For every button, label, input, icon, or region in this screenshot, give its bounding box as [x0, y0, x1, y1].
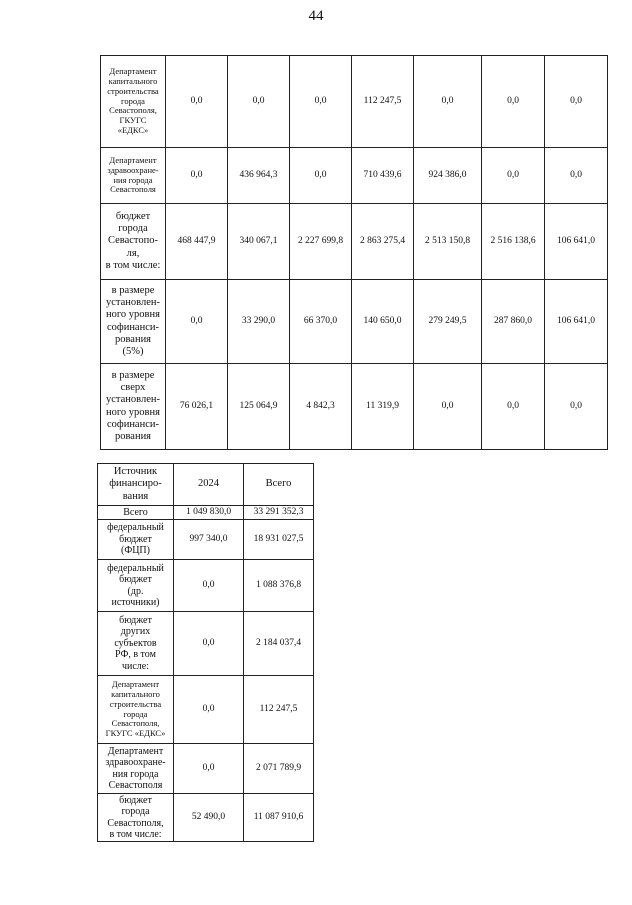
funding-table-bottom: [97, 463, 314, 842]
row-label: Департамент здравоохране- ния города Севастополя: [98, 744, 174, 794]
table-cell: 1 049 830,0: [174, 506, 244, 520]
table-cell: 11 319,9: [352, 364, 414, 450]
table-cell: 340 067,1: [228, 204, 290, 280]
table-row: [101, 204, 608, 280]
table-row: [98, 520, 314, 560]
row-label: федеральный бюджет (ФЦП): [98, 520, 174, 560]
table-cell: 0,0: [228, 56, 290, 148]
table-cell: 436 964,3: [228, 148, 290, 204]
table-cell: 468 447,9: [166, 204, 228, 280]
table-row: [101, 364, 608, 450]
table-cell: 2 516 138,6: [482, 204, 545, 280]
column-header: Всего: [244, 464, 314, 506]
table-cell: 11 087 910,6: [244, 794, 314, 842]
table-row: [98, 744, 314, 794]
table-cell: 0,0: [166, 56, 228, 148]
table-cell: 0,0: [290, 56, 352, 148]
table-cell: 0,0: [482, 364, 545, 450]
table-cell: 0,0: [290, 148, 352, 204]
table-cell: 710 439,6: [352, 148, 414, 204]
table-cell: 0,0: [166, 148, 228, 204]
table-cell: 125 064,9: [228, 364, 290, 450]
table-cell: 18 931 027,5: [244, 520, 314, 560]
table-cell: 924 386,0: [414, 148, 482, 204]
table-cell: 4 842,3: [290, 364, 352, 450]
table-row: [98, 506, 314, 520]
table-cell: 0,0: [545, 364, 608, 450]
table-cell: 0,0: [174, 744, 244, 794]
table-cell: 0,0: [174, 560, 244, 612]
table-cell: 140 650,0: [352, 280, 414, 364]
row-label: бюджет города Севастополя, в том числе:: [98, 794, 174, 842]
table-cell: 33 291 352,3: [244, 506, 314, 520]
row-label: федеральный бюджет (др. источники): [98, 560, 174, 612]
table-cell: 106 641,0: [545, 280, 608, 364]
table-cell: 0,0: [414, 364, 482, 450]
table-row: [98, 560, 314, 612]
table-cell: 2 184 037,4: [244, 612, 314, 676]
row-label: Департамент капитального строительства города Севастополя, ГКУГС «ЕДКС»: [101, 56, 166, 148]
funding-table-top: [100, 55, 608, 450]
table-cell: 997 340,0: [174, 520, 244, 560]
table-cell: 0,0: [482, 56, 545, 148]
row-label: Всего: [98, 506, 174, 520]
table-cell: 0,0: [482, 148, 545, 204]
table-cell: 2 513 150,8: [414, 204, 482, 280]
row-label: Департамент здравоохране- ния города Севастополя: [101, 148, 166, 204]
column-header: Источник финансиро- вания: [98, 464, 174, 506]
table-header-row: [98, 464, 314, 506]
table-cell: 0,0: [166, 280, 228, 364]
table-row: [98, 794, 314, 842]
table-row: [98, 676, 314, 744]
table-row: [101, 148, 608, 204]
table-cell: 2 071 789,9: [244, 744, 314, 794]
row-label: бюджет других субъектов РФ, в том числе:: [98, 612, 174, 676]
table-cell: 0,0: [174, 612, 244, 676]
table-cell: 1 088 376,8: [244, 560, 314, 612]
table-cell: 112 247,5: [352, 56, 414, 148]
page-number: 44: [308, 8, 324, 24]
column-header: 2024: [174, 464, 244, 506]
table-cell: 287 860,0: [482, 280, 545, 364]
table-row: [101, 56, 608, 148]
table-cell: 66 370,0: [290, 280, 352, 364]
table-row: [98, 612, 314, 676]
table-cell: 279 249,5: [414, 280, 482, 364]
table-cell: 0,0: [414, 56, 482, 148]
table-cell: 112 247,5: [244, 676, 314, 744]
table-cell: 2 227 699,8: [290, 204, 352, 280]
table-cell: 52 490,0: [174, 794, 244, 842]
row-label: Департамент капитального строительства города Севастополя, ГКУГС «ЕДКС»: [98, 676, 174, 744]
table-cell: 0,0: [174, 676, 244, 744]
table-cell: 33 290,0: [228, 280, 290, 364]
row-label: в размере сверх установлен- ного уровня софинанси- рования: [101, 364, 166, 450]
table-cell: 0,0: [545, 56, 608, 148]
table-cell: 76 026,1: [166, 364, 228, 450]
table-cell: 0,0: [545, 148, 608, 204]
row-label: бюджет города Севастопо- ля, в том числе:: [101, 204, 166, 280]
table-cell: 2 863 275,4: [352, 204, 414, 280]
table-cell: 106 641,0: [545, 204, 608, 280]
row-label: в размере установлен- ного уровня софинанси- рования (5%): [101, 280, 166, 364]
table-row: [101, 280, 608, 364]
